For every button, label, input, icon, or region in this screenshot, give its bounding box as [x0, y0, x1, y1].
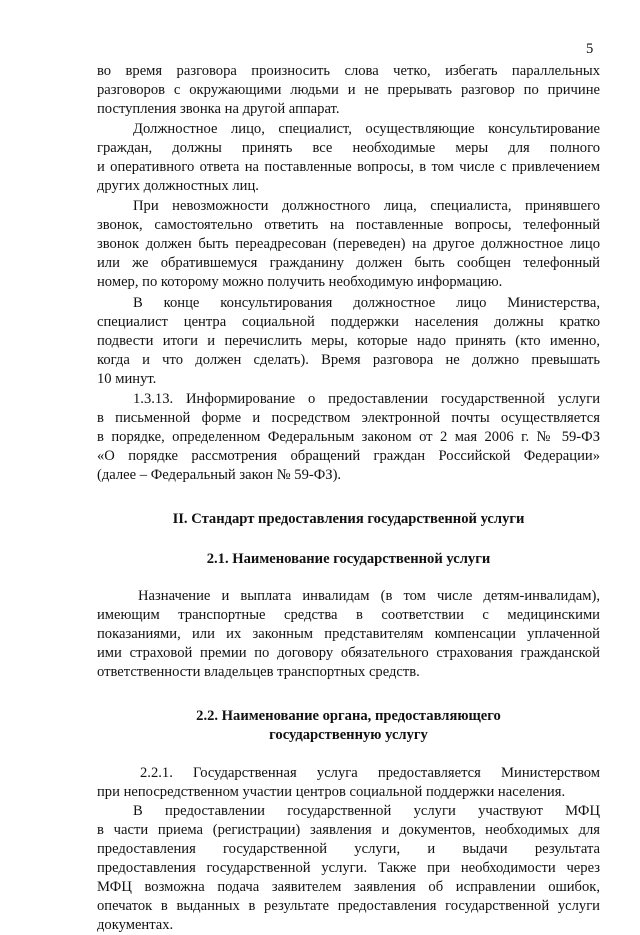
paragraph-line: в письменной форме и посредством электронной почты осуществляется [97, 410, 600, 426]
paragraph-line: ответственности владельцев транспортных средств. [97, 664, 420, 680]
paragraph-line: когда и что должен сделать). Время разговора не должно превышать [97, 352, 600, 368]
paragraph-line: «О порядке рассмотрения обращений граждан Российской Федерации» [97, 448, 600, 464]
subsection-title: государственную услугу [269, 727, 428, 743]
paragraph-line: ими страховой премии по договору обязательного страхования гражданской [97, 645, 600, 661]
paragraph-line: Назначение и выплата инвалидам (в том числе детям-инвалидам), [138, 588, 600, 604]
paragraph-line: Должностное лицо, специалист, осуществляющие консультирование [133, 121, 600, 137]
paragraph-line: подвести итоги и перечислить меры, которые надо принять (кто именно, [97, 333, 600, 349]
paragraph-line: звонок должен быть переадресован (переведен) на другое должностное лицо [97, 236, 600, 252]
paragraph-line: (далее – Федеральный закон № 59-ФЗ). [97, 467, 342, 483]
paragraph-line: в части приема (регистрации) заявления и документов, необходимых для [97, 822, 600, 838]
paragraph-line: При невозможности должностного лица, специалиста, принявшего [133, 198, 600, 214]
paragraph-line: имеющим транспортные средства в соответствии с медицинскими [97, 607, 600, 623]
paragraph-line: опечаток в выданных в результате предоставления государственной услуги [97, 898, 600, 914]
paragraph-line: разговоров с окружающими людьми и не прерывать разговор по причине [97, 82, 600, 98]
paragraph-line: других должностных лиц. [97, 178, 259, 194]
paragraph-line: В предоставлении государственной услуги участвуют МФЦ [133, 803, 600, 819]
paragraph-line: номер, по которому можно получить необходимую информацию. [97, 274, 503, 290]
paragraph-line: документах. [97, 917, 174, 933]
subsection-title: 2.2. Наименование органа, предоставляющего [196, 708, 501, 724]
page-number: 5 [586, 41, 594, 57]
paragraph-line: звонок, самостоятельно ответить на поставленные вопросы, телефонный [97, 217, 600, 233]
paragraph-line: или же обратившемуся гражданину должен быть сообщен телефонный [97, 255, 600, 271]
paragraph-line: граждан, должны принять все необходимые меры для полного [97, 140, 600, 156]
paragraph-line: 2.2.1. Государственная услуга предоставляется Министерством [140, 765, 600, 781]
paragraph-line: при непосредственном участии центров социальной поддержки населения. [97, 784, 566, 800]
paragraph-line: предоставления государственной услуги, и выдачи результата [97, 841, 600, 857]
paragraph-line: специалист центра социальной поддержки населения должны кратко [97, 314, 600, 330]
paragraph-line: и оперативного ответа на поставленные вопросы, в том числе с привлечением [97, 159, 600, 175]
section-title: II. Стандарт предоставления государственной услуги [172, 511, 525, 527]
paragraph-line: поступления звонка на другой аппарат. [97, 101, 340, 117]
subsection-title: 2.1. Наименование государственной услуги [206, 551, 491, 567]
paragraph-line: предоставления государственной услуги. Также при необходимости через [97, 860, 600, 876]
paragraph-line: В конце консультирования должностное лицо Министерства, [133, 295, 600, 311]
paragraph-line: во время разговора произносить слова четко, избегать параллельных [97, 63, 600, 79]
paragraph-line: 10 минут. [97, 371, 157, 387]
paragraph-line: МФЦ возможна подача заявителем заявления об исправлении ошибок, [97, 879, 600, 895]
paragraph-line: в порядке, определенном Федеральным законом от 2 мая 2006 г. № 59-ФЗ [97, 429, 600, 445]
paragraph-line: показаниями, или их законным представителям компенсации уплаченной [97, 626, 600, 642]
paragraph-line: 1.3.13. Информирование о предоставлении государственной услуги [133, 391, 600, 407]
